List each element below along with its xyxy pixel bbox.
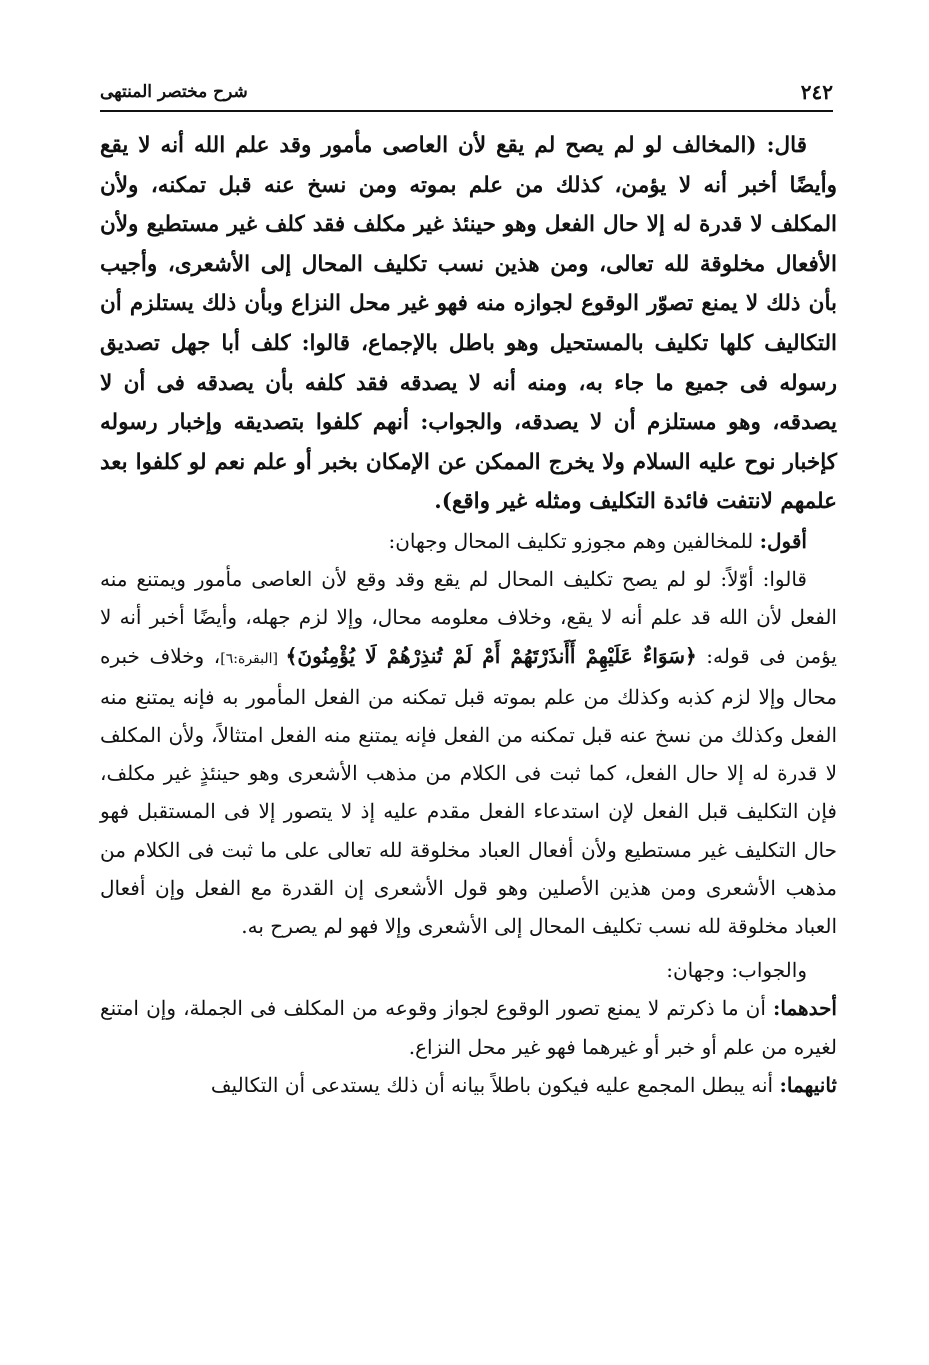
page-header <box>100 74 833 112</box>
matn-paragraph: قال: (المخالف لو لم يصح لم يقع لأن العاصى مأمور وقد علم الله أنه لا يقع وأيضًا أخبر أنه لا يؤمن، كذلك من علم بموته ومن نسخ عنه قبل تمكنه، ولأن المكلف لا قدرة له إلا حال الفعل وهو حينئذ غير مكلف فقد كلف غير مستطيع ولأن الأفعال مخلوقة لله تعالى، ومن هذين نسب تكليف المحال إلى الأشعرى، وأجيب بأن ذلك لا يمنع تصوّر الوقوع لجوازه منه فهو غير محل النزاع وبأن ذلك يستلزم أن التكاليف كلها تكليف بالمستحيل وهو باطل بالإجماع، قالوا: كلف أبا جهل تصديق رسوله فى جميع ما جاء به، ومنه أنه لا يصدقه فقد كلفه بأن يصدقه فى أن لا يصدقه، وهو مستلزم أن لا يصدقه، والجواب: أنهم كلفوا بتصديقه وإخبار رسوله كإخبار نوح عليه السلام ولا يخرج الممكن عن الإمكان بخبر أو علم نعم لو كلفوا بعد علمهم لانتفت فائدة التكليف ومثله غير واقع). <box>100 133 837 515</box>
thanihima-paragraph <box>100 1066 837 1104</box>
jawab-paragraph: والجواب: وجهان: <box>666 958 807 983</box>
aqulu-text: للمخالفين وهم مجوزو تكليف المحال وجهان: <box>388 528 760 553</box>
quran-verse: ﴿سَوَاءٌ عَلَيْهِمْ أَأَنذَرْتَهُمْ أَمْ لَمْ تُنذِرْهُمْ لَا يُؤْمِنُونَ﴾ <box>285 643 697 668</box>
aqulu-lead: أقول: <box>759 528 807 553</box>
ahaduhuma-paragraph <box>100 989 837 1065</box>
thanihima-lead: ثانيهما: <box>779 1072 837 1097</box>
ahaduhuma-lead: أحدهما: <box>772 996 837 1021</box>
qalu-before-quran: قالوا: أوّلاً: لو لم يصح تكليف المحال لم يقع وقد وقع لأن العاصى مأمور ويمتنع منه الفعل لأن الله قد علم أنه لا يقع، وخلاف معلومه محال، وإلا لزم جهله، وأيضًا أخبر أنه لا يؤمن فى قوله: <box>100 567 838 668</box>
quran-reference: [البقرة:٦] <box>220 650 286 667</box>
thanihima-text: أنه يبطل المجمع عليه فيكون باطلاً بيانه أن ذلك يستدعى أن التكاليف <box>210 1072 780 1097</box>
aqulu-paragraph <box>100 522 837 560</box>
qalu-after-quran: ، وخلاف خبره محال وإلا لزم كذبه وكذلك من علم بموته قبل تمكنه من الفعل المأمور به فإنه يمتنع منه الفعل وكذلك من نسخ عنه قبل تمكنه من الفعل فإنه يمتنع منه الفعل امتثالاً، ولأن المكلف لا قدرة له إلا حال الفعل، كما ثبت فى الكلام من مذهب الأشعرى وهو حينئذٍ غير مكلف، فإن التكليف قبل الفعل لإن استدعاء الفعل مقدم عليه إذ لا يتصور إلا فى المستقبل فهو حال التكليف غير مستطيع ولأن أفعال العباد مخلوقة لله تعالى على ما ثبت فى الكلام من مذهب الأشعرى ومن هذين الأصلين وهو قول الأشعرى إن القدرة مع الفعل وإن أفعال العباد مخلوقة لله نسب تكليف المحال إلى الأشعرى وإلا فهو لم يصرح به. <box>100 643 837 938</box>
ahaduhuma-text: أن ما ذكرتم لا يمنع تصور الوقوع لجواز وقوعه من المكلف فى الجملة، وإن امتنع لغيره من علم أو خبر أو غيرهما فهو غير محل النزاع. <box>100 996 837 1059</box>
body-text <box>100 126 837 1104</box>
qalu-paragraph <box>100 560 837 945</box>
running-title: شرح مختصر المنتهى <box>100 82 248 102</box>
page-number: ٢٤٢ <box>800 80 833 104</box>
